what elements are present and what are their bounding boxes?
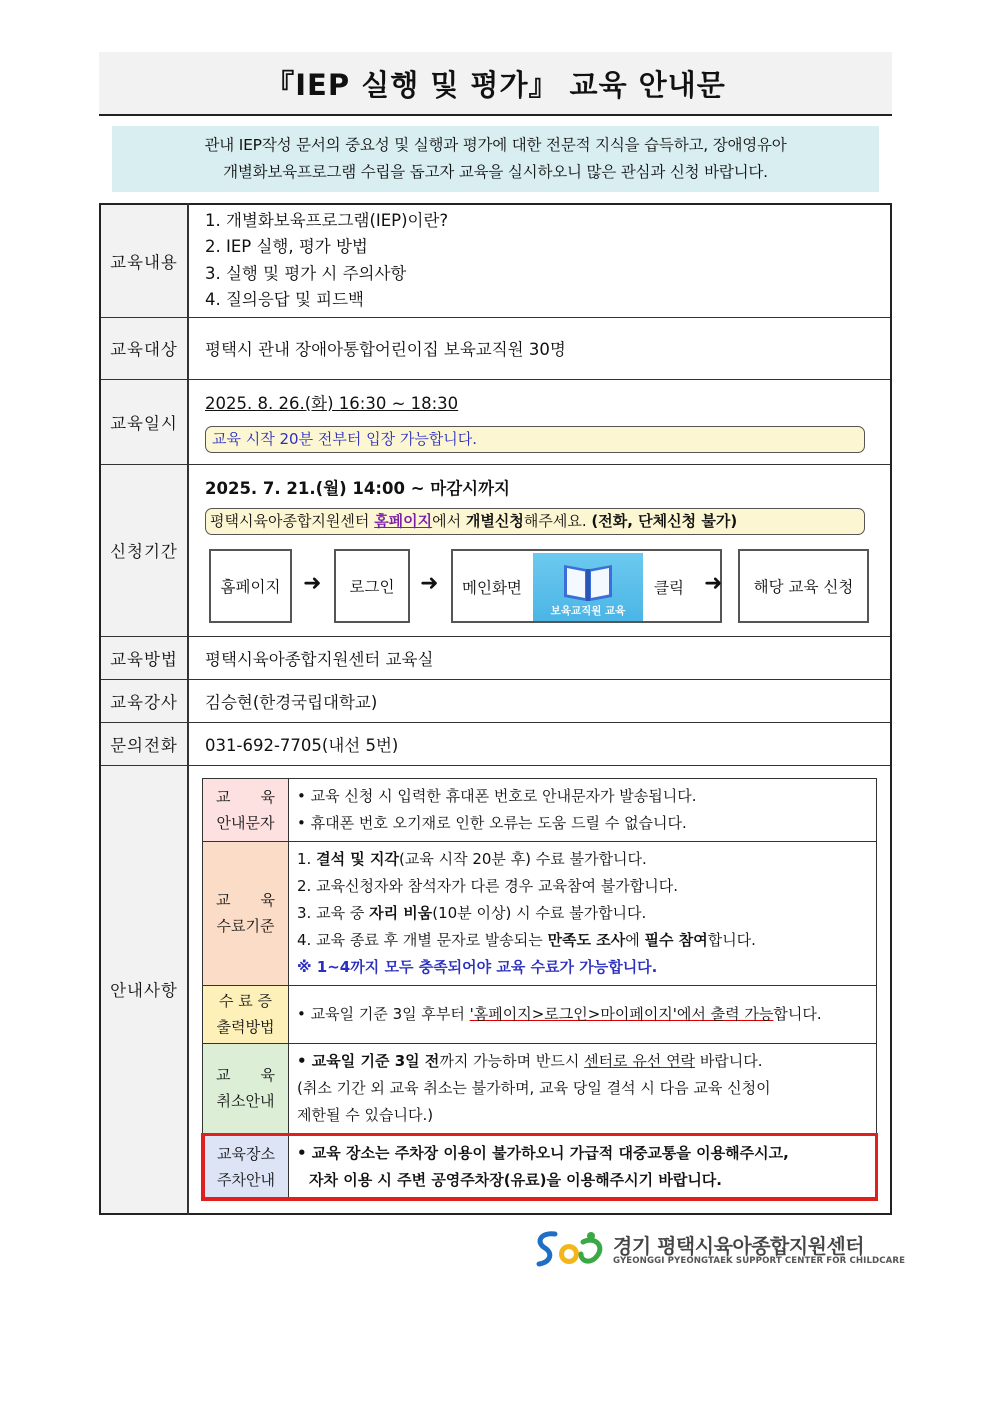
notice-certificate-label-2: 출력방법 xyxy=(216,1018,275,1036)
step-main-label: 메인화면 xyxy=(462,578,522,597)
notice-cancel-label-1: 교 육 xyxy=(216,1066,275,1084)
content-item-4: 4. 질의응답 및 피드백 xyxy=(205,290,364,310)
document-title: 『IEP 실행 및 평가』 교육 안내문 xyxy=(99,52,892,116)
label-phone: 문의전화 xyxy=(100,722,188,765)
row-notice xyxy=(100,765,891,1214)
step-homepage: 홈페이지 xyxy=(209,549,292,623)
staff-education-caption: 보육교직원 교육 xyxy=(550,604,626,617)
content-item-1: 1. 개별화보육프로그램(IEP)이란? xyxy=(205,210,449,230)
content-list xyxy=(188,204,891,317)
completion-1b: 결석 및 지각 xyxy=(316,849,399,868)
completion-4d: 필수 참여 xyxy=(644,930,708,949)
parking-line-1: • 교육 장소는 주차장 이용이 불가하오니 가급적 대중교통을 이용해주시고, xyxy=(297,1143,789,1162)
certificate-b: '홈페이지>로그인>마이페이지'에서 출력 가능 xyxy=(469,1004,774,1023)
notice-parking-label-2: 주차안내 xyxy=(217,1170,275,1189)
certificate-c: 합니다. xyxy=(773,1004,822,1023)
label-method: 교육방법 xyxy=(100,636,188,679)
row-phone xyxy=(100,722,891,765)
date-text: 2025. 8. 26.(화) 16:30 ~ 18:30 xyxy=(205,394,459,413)
date-note: 교육 시작 20분 전부터 입장 가능합니다. xyxy=(205,426,865,453)
notice-cancel-label-2: 취소안내 xyxy=(216,1092,275,1110)
completion-line-5: ※ 1~4까지 모두 충족되어야 교육 수료가 가능합니다. xyxy=(297,957,658,976)
staff-education-banner xyxy=(533,553,643,621)
row-apply xyxy=(100,464,891,636)
label-notice: 안내사항 xyxy=(100,765,188,1214)
completion-4c: 에 xyxy=(625,930,645,949)
center-logo-name: 경기 평택시육아종합지원센터 xyxy=(613,1234,865,1258)
notice-cancel-body xyxy=(289,1043,877,1134)
apply-note-homepage: 홈페이지 xyxy=(374,511,433,530)
notice-parking-body xyxy=(289,1134,877,1199)
apply-note-paren: (전화, 단체신청 불가) xyxy=(591,511,738,530)
center-logo xyxy=(533,1228,906,1272)
notice-sms-line-2: • 휴대폰 번호 오기재로 인한 오류는 도움 드릴 수 없습니다. xyxy=(297,813,687,832)
completion-line-1 xyxy=(297,846,870,873)
cancel-line-3: 제한될 수 있습니다.) xyxy=(297,1105,434,1124)
completion-1c: (교육 시작 20분 후) 수료 불가합니다. xyxy=(399,849,647,868)
completion-line-4 xyxy=(297,927,870,954)
apply-note xyxy=(205,508,865,535)
label-apply: 신청기간 xyxy=(100,464,188,636)
completion-4a: 4. 교육 종료 후 개별 문자로 발송되는 xyxy=(297,930,548,949)
notice-certificate-body xyxy=(289,985,877,1043)
step-apply: 해당 교육 신청 xyxy=(738,549,869,623)
row-content xyxy=(100,204,891,317)
certificate-a: • 교육일 기준 3일 후부터 xyxy=(297,1004,470,1023)
apply-note-center: 평택시육아종합지원센터 xyxy=(210,511,370,530)
completion-3c: (10분 이상) 시 수료 불가합니다. xyxy=(432,903,647,922)
apply-flow xyxy=(205,549,876,627)
apply-note-mid: 에서 xyxy=(432,511,462,530)
info-table xyxy=(99,203,892,1215)
target-text: 평택시 관내 장애아통합어린이집 보육교직원 30명 xyxy=(188,317,891,379)
completion-line-3 xyxy=(297,900,870,927)
intro-line-1: 관내 IEP작성 문서의 중요성 및 실행과 평가에 대한 전문적 지식을 습득하고, 장애영유아 xyxy=(204,136,787,154)
notice-completion-body xyxy=(289,841,877,985)
step-click-label: 클릭 xyxy=(654,578,684,597)
phone-text: 031-692-7705(내선 5번) xyxy=(188,722,891,765)
cancel-a: • 교육일 기준 3일 전 xyxy=(297,1051,440,1070)
intro-line-2: 개별화보육프로그램 수립을 돕고자 교육을 실시하오니 많은 관심과 신청 바랍니다. xyxy=(223,163,768,181)
cancel-line-1 xyxy=(297,1048,870,1075)
notice-sms-label xyxy=(203,778,289,841)
arrow-icon: ➜ xyxy=(704,570,723,596)
notice-cell xyxy=(188,765,891,1214)
notice-parking-row xyxy=(203,1134,877,1199)
completion-3b: 자리 비움 xyxy=(369,903,433,922)
notice-certificate-label-1: 수 료 증 xyxy=(218,992,272,1010)
notice-cancel-label xyxy=(203,1043,289,1134)
completion-1a: 1. xyxy=(297,849,317,868)
label-date: 교육일시 xyxy=(100,379,188,464)
apply-note-end: 해주세요. xyxy=(523,511,587,530)
apply-cell xyxy=(188,464,891,636)
label-content: 교육내용 xyxy=(100,204,188,317)
center-logo-icon xyxy=(533,1228,609,1272)
method-text: 평택시육아종합지원센터 교육실 xyxy=(188,636,891,679)
row-date xyxy=(100,379,891,464)
notice-sms-row xyxy=(203,778,877,841)
content-item-2: 2. IEP 실행, 평가 방법 xyxy=(205,237,368,257)
label-target: 교육대상 xyxy=(100,317,188,379)
apply-period: 2025. 7. 21.(월) 14:00 ~ 마감시까지 xyxy=(205,478,510,498)
row-target xyxy=(100,317,891,379)
cancel-c: 센터로 유선 연락 xyxy=(584,1051,696,1070)
notice-parking-label-1: 교육장소 xyxy=(217,1144,275,1163)
notice-cancel-row xyxy=(203,1043,877,1134)
notice-sms-label-2: 안내문자 xyxy=(216,813,275,832)
apply-note-individual: 개별신청 xyxy=(465,511,524,530)
notice-parking-label xyxy=(203,1134,289,1199)
cancel-b: 까지 가능하며 반드시 xyxy=(439,1051,585,1070)
notice-completion-label-1: 교 육 xyxy=(216,891,275,909)
completion-4e: 합니다. xyxy=(707,930,756,949)
completion-4b: 만족도 조사 xyxy=(547,930,626,949)
notice-sms-line-1: • 교육 신청 시 입력한 휴대폰 번호로 안내문자가 발송됩니다. xyxy=(297,786,697,805)
content-item-3: 3. 실행 및 평가 시 주의사항 xyxy=(205,263,407,283)
notice-sms-label-1: 교 육 xyxy=(216,787,275,806)
arrow-icon: ➜ xyxy=(420,570,439,596)
book-icon xyxy=(560,559,616,603)
parking-line-2: 자차 이용 시 주변 공영주차장(유료)을 이용해주시기 바랍니다. xyxy=(309,1170,722,1189)
row-lecturer xyxy=(100,679,891,722)
notice-completion-label xyxy=(203,841,289,985)
intro-box xyxy=(112,126,879,192)
notice-table xyxy=(201,778,878,1201)
lecturer-text: 김승현(한경국립대학교) xyxy=(188,679,891,722)
step-login: 로그인 xyxy=(334,549,410,623)
completion-3a: 3. 교육 중 xyxy=(297,903,370,922)
notice-completion-label-2: 수료기준 xyxy=(216,917,275,935)
date-cell xyxy=(188,379,891,464)
cancel-d: 바랍니다. xyxy=(695,1051,763,1070)
center-logo-subtitle: GYEONGGI PYEONGTAEK SUPPORT CENTER FOR CHILDCARE xyxy=(613,1256,906,1266)
arrow-icon: ➜ xyxy=(303,570,322,596)
completion-line-2: 2. 교육신청자와 참석자가 다른 경우 교육참여 불가합니다. xyxy=(297,876,678,895)
cancel-line-2: (취소 기간 외 교육 취소는 불가하며, 교육 당일 결석 시 다음 교육 신청이 xyxy=(297,1078,771,1097)
notice-certificate-label xyxy=(203,985,289,1043)
row-method xyxy=(100,636,891,679)
notice-completion-row xyxy=(203,841,877,985)
notice-certificate-row xyxy=(203,985,877,1043)
step-main xyxy=(451,549,722,623)
notice-sms-body xyxy=(289,778,877,841)
label-lecturer: 교육강사 xyxy=(100,679,188,722)
